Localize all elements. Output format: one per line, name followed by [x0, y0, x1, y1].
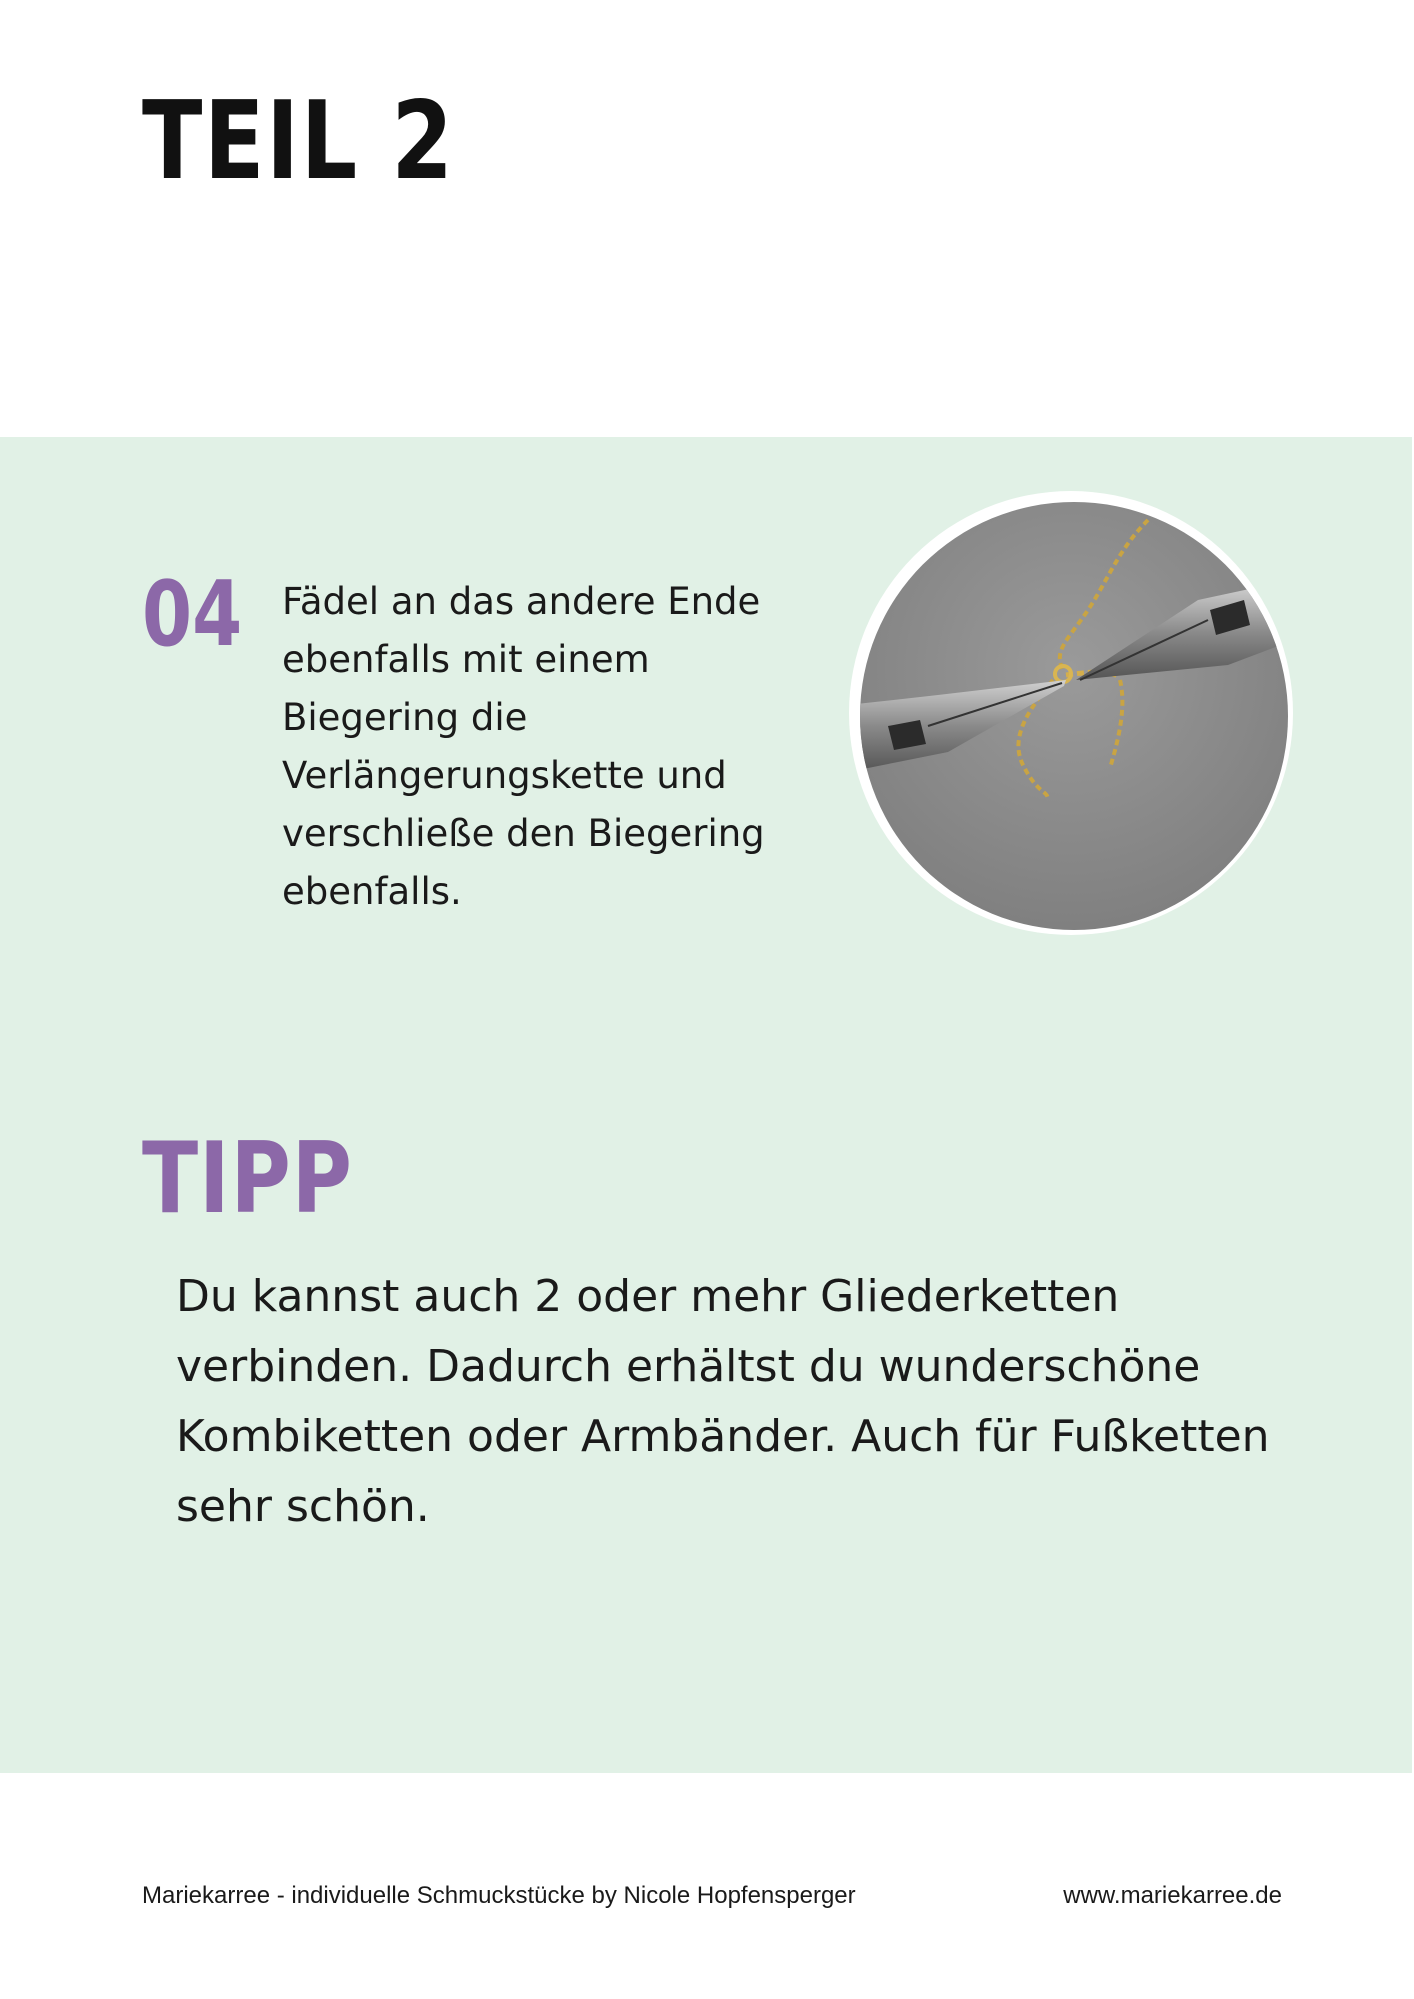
tip-text: Du kannst auch 2 oder mehr Gliederketten verbinden. Dadurch erhältst du wunderschöne Kombiketten oder Armbänder. Auch für Fußketten sehr schön.	[176, 1271, 1270, 1532]
footer-brand: Mariekarree - individuelle Schmuckstücke by Nicole Hopfensperger	[142, 1882, 856, 1909]
tip-heading: TIPP	[142, 1122, 353, 1236]
step-photo	[848, 490, 1294, 936]
page-title: TEIL 2	[142, 79, 455, 204]
step-number: 04	[142, 562, 243, 667]
footer-website-link[interactable]: www.mariekarree.de	[1063, 1882, 1282, 1909]
step-description: Fädel an das andere Ende ebenfalls mit einem Biegering die Verlängerungskette und verschließe den Biegering ebenfalls.	[282, 580, 765, 913]
